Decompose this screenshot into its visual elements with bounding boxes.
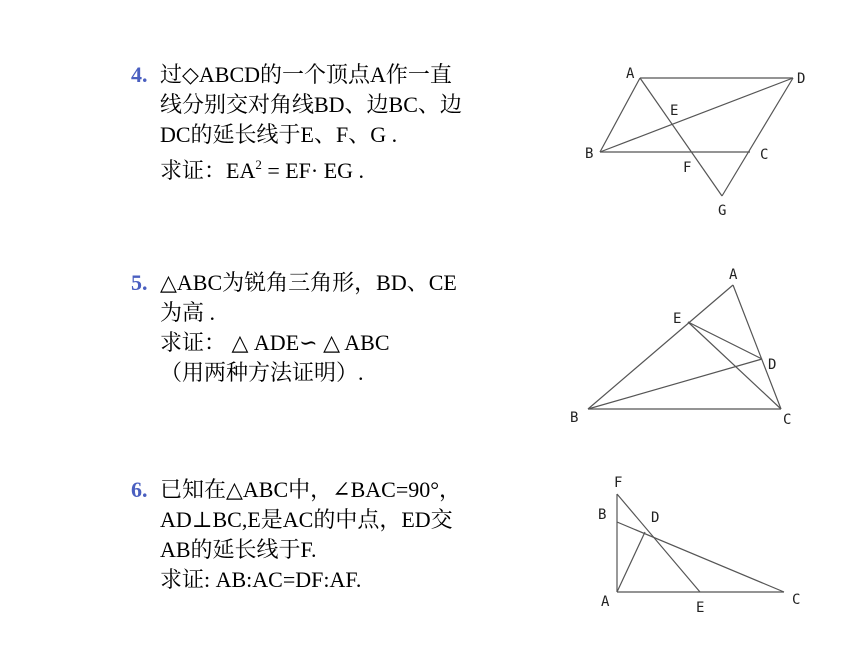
label-a: A xyxy=(729,267,738,283)
label-e: E xyxy=(696,600,705,616)
problem-line: 已知在△ABC中，∠BAC=90°， xyxy=(160,477,462,502)
problem-line: △ABC为锐角三角形，BD、CE xyxy=(160,270,457,295)
problem-number: 6. xyxy=(131,477,148,502)
problem-line: AB的延长线于F. xyxy=(160,537,317,562)
label-a: A xyxy=(601,594,610,610)
label-c: C xyxy=(783,412,792,428)
segment-bc xyxy=(617,522,784,592)
label-c: C xyxy=(760,147,769,163)
problem-number: 4. xyxy=(131,62,148,87)
label-b: B xyxy=(598,507,607,523)
problem-line: 线分别交对角线BD、边BC、边 xyxy=(160,92,462,117)
segment-fe xyxy=(617,494,700,592)
figure-4 xyxy=(585,66,805,219)
label-b: B xyxy=(585,146,594,162)
label-b: B xyxy=(570,410,579,426)
label-e: E xyxy=(670,103,679,119)
label-g: G xyxy=(718,203,727,219)
segment-bd xyxy=(600,78,793,152)
problem-line: 求证: AB:AC=DF:AF. xyxy=(160,567,362,592)
proof-suffix: = EF· EG . xyxy=(261,158,365,183)
exponent: 2 xyxy=(255,157,262,172)
problem-line: （用两种方法证明）. xyxy=(160,360,364,385)
segment-de xyxy=(688,322,762,359)
problem-number: 5. xyxy=(131,270,148,295)
segment-dg xyxy=(722,78,793,196)
segment-ab xyxy=(588,285,733,409)
figure-6 xyxy=(598,475,800,616)
segment-ag xyxy=(640,78,722,196)
label-d: D xyxy=(651,510,660,526)
segment-ab xyxy=(600,78,640,152)
label-f: F xyxy=(614,475,623,491)
label-d: D xyxy=(768,357,777,373)
proof-prefix: 求证：EA xyxy=(160,158,256,183)
label-a: A xyxy=(626,66,635,82)
figure-5 xyxy=(570,267,791,428)
segment-ac xyxy=(733,285,781,409)
label-c: C xyxy=(792,592,801,608)
label-d: D xyxy=(797,71,806,87)
problem-line: AD⊥BC,E是AC的中点，ED交 xyxy=(160,507,453,532)
label-f: F xyxy=(683,160,692,176)
segment-ad xyxy=(617,532,645,592)
problem-line: 过◇ABCD的一个顶点A作一直 xyxy=(160,62,452,87)
problem-line: 求证： △ ADE∽ △ ABC xyxy=(160,330,390,355)
problem-line: DC的延长线于E、F、G . xyxy=(160,122,398,147)
label-e: E xyxy=(673,311,682,327)
problem-line: 为高 . xyxy=(160,300,216,325)
